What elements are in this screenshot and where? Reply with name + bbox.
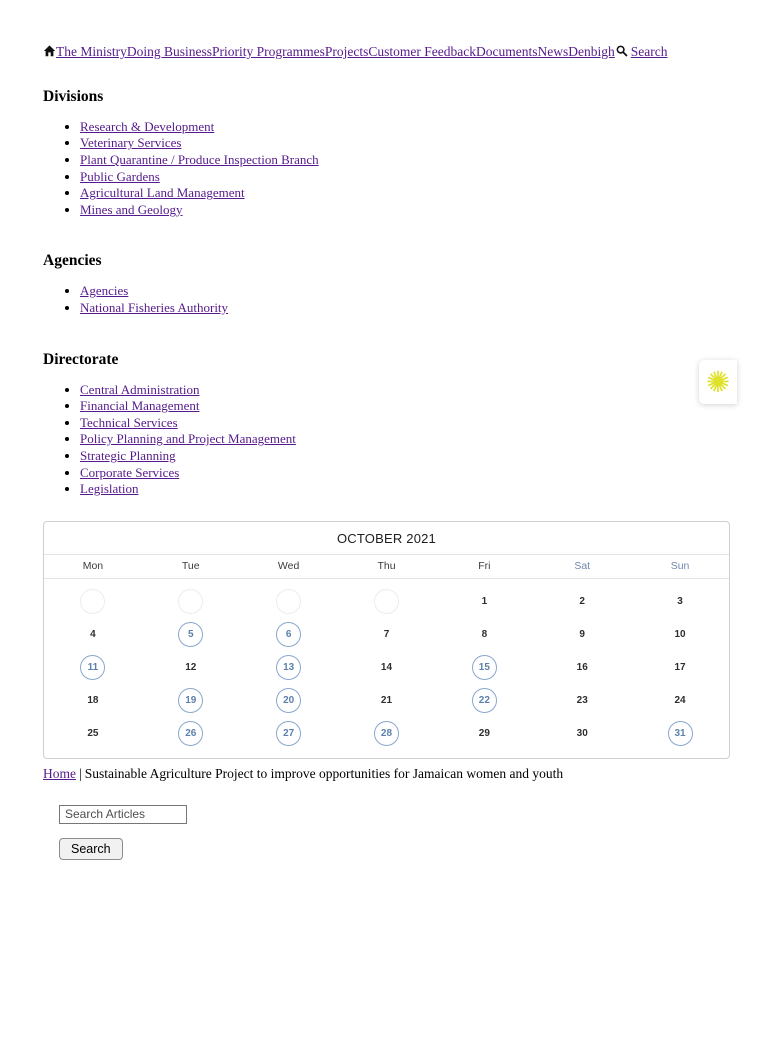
day-number: 8 (481, 628, 488, 640)
nav-link-projects[interactable]: Projects (324, 44, 369, 59)
calendar-day-31[interactable] (631, 721, 729, 746)
link-plant-quarantine-produce-inspection-branch[interactable]: Plant Quarantine / Produce Inspection Branch (80, 152, 319, 168)
day-number: 16 (576, 661, 588, 673)
empty-day-circle (276, 589, 301, 614)
nav-link-news[interactable]: News (537, 44, 569, 59)
nav-search-label: Search (630, 44, 668, 59)
link-strategic-planning[interactable]: Strategic Planning (80, 448, 176, 463)
event-day-number[interactable]: 13 (276, 655, 301, 680)
day-number: 18 (87, 694, 99, 706)
empty-day-circle (374, 589, 399, 614)
nav-link-the-ministry[interactable]: The Ministry (56, 44, 127, 59)
calendar (43, 521, 730, 759)
day-header-mon: Mon (82, 559, 104, 572)
day-number: 2 (579, 595, 585, 607)
top-nav-links (56, 44, 615, 59)
calendar-day-11[interactable] (44, 655, 142, 680)
calendar-day-2 (533, 589, 631, 614)
calendar-title: OCTOBER 2021 (44, 522, 729, 555)
event-day-number[interactable]: 27 (276, 721, 301, 746)
link-mines-and-geology[interactable]: Mines and Geology (80, 201, 183, 217)
day-number: 4 (90, 628, 96, 640)
section-list-agencies (43, 283, 730, 316)
article-search-form (59, 805, 730, 860)
top-nav (43, 44, 730, 61)
day-number: 30 (576, 727, 588, 739)
calendar-day-8 (435, 622, 533, 647)
search-input[interactable] (59, 805, 187, 824)
calendar-day-24 (631, 688, 729, 713)
calendar-day-4 (44, 622, 142, 647)
link-corporate-services[interactable]: Corporate Services (80, 464, 180, 480)
list-item (80, 300, 730, 317)
calendar-day-17 (631, 655, 729, 680)
calendar-empty-cell (240, 589, 338, 614)
calendar-day-29 (435, 721, 533, 746)
list-item (80, 415, 730, 432)
link-national-fisheries-authority[interactable]: National Fisheries Authority (80, 300, 229, 316)
event-day-number[interactable]: 28 (374, 721, 399, 746)
day-number: 17 (674, 661, 686, 673)
nav-link-priority-programmes[interactable]: Priority Programmes (212, 44, 325, 59)
link-policy-planning-and-project-management[interactable]: Policy Planning and Project Management (80, 431, 296, 447)
calendar-day-9 (533, 622, 631, 647)
event-day-number[interactable]: 31 (668, 721, 693, 746)
calendar-day-26[interactable] (142, 721, 240, 746)
event-day-number[interactable]: 26 (178, 721, 203, 746)
calendar-day-7 (338, 622, 436, 647)
calendar-day-21 (338, 688, 436, 713)
calendar-day-13[interactable] (240, 655, 338, 680)
calendar-day-12 (142, 655, 240, 680)
calendar-day-10 (631, 622, 729, 647)
day-header-sat: Sat (574, 559, 591, 572)
list-item (80, 169, 730, 186)
list-item (80, 283, 730, 300)
section-list-directorate (43, 382, 730, 498)
calendar-day-14 (338, 655, 436, 680)
day-number: 25 (87, 727, 99, 739)
nav-link-denbigh[interactable]: Denbigh (568, 44, 615, 59)
feedback-widget-tab[interactable] (699, 360, 737, 404)
link-technical-services[interactable]: Technical Services (80, 414, 178, 430)
calendar-day-20[interactable] (240, 688, 338, 713)
day-header-fri: Fri (478, 559, 491, 572)
search-button[interactable]: Search (59, 838, 123, 860)
event-day-number[interactable]: 19 (178, 688, 203, 713)
day-number: 9 (579, 628, 585, 640)
day-number: 10 (674, 628, 686, 640)
nav-link-customer-feedback[interactable]: Customer Feedback (368, 44, 476, 59)
link-research-development[interactable]: Research & Development (80, 118, 215, 134)
breadcrumb-page-title: Sustainable Agriculture Project to improve opportunities for Jamaican women and youth (84, 765, 564, 781)
list-item (80, 202, 730, 219)
list-item (80, 119, 730, 136)
search-icon (616, 45, 628, 57)
calendar-day-30 (533, 721, 631, 746)
link-agencies[interactable]: Agencies (80, 283, 129, 299)
calendar-day-16 (533, 655, 631, 680)
home-icon (43, 45, 56, 57)
calendar-day-22[interactable] (435, 688, 533, 713)
empty-day-circle (80, 589, 105, 614)
list-item (80, 431, 730, 448)
calendar-day-headers (44, 555, 729, 579)
day-number: 24 (674, 694, 686, 706)
list-item (80, 398, 730, 415)
day-number: 14 (380, 661, 393, 673)
day-number: 12 (185, 661, 197, 673)
link-sections (43, 88, 730, 498)
section-list-divisions (43, 119, 730, 219)
link-financial-management[interactable]: Financial Management (80, 398, 200, 414)
calendar-day-3 (631, 589, 729, 614)
list-item (80, 382, 730, 399)
breadcrumb (43, 766, 730, 782)
list-item (80, 185, 730, 202)
calendar-empty-cell (44, 589, 142, 614)
section-title-agencies: Agencies (43, 252, 102, 270)
calendar-day-19[interactable] (142, 688, 240, 713)
breadcrumb-home-link[interactable]: Home (43, 765, 76, 781)
nav-search-link[interactable] (615, 44, 668, 59)
link-legislation[interactable]: Legislation (80, 481, 139, 497)
list-item (80, 481, 730, 498)
event-day-number[interactable]: 5 (178, 622, 203, 647)
list-item (80, 465, 730, 482)
calendar-day-6[interactable] (240, 622, 338, 647)
breadcrumb-separator: | (79, 765, 82, 781)
calendar-day-1 (435, 589, 533, 614)
event-day-number[interactable]: 11 (80, 655, 105, 680)
list-item (80, 135, 730, 152)
link-public-gardens[interactable]: Public Gardens (80, 168, 160, 184)
link-agricultural-land-management[interactable]: Agricultural Land Management (80, 185, 245, 201)
link-veterinary-services[interactable]: Veterinary Services (80, 135, 182, 151)
calendar-day-25 (44, 721, 142, 746)
day-number: 29 (478, 727, 490, 739)
calendar-day-27[interactable] (240, 721, 338, 746)
calendar-day-5[interactable] (142, 622, 240, 647)
nav-link-documents[interactable]: Documents (476, 44, 538, 59)
day-number: 21 (380, 694, 393, 706)
calendar-day-23 (533, 688, 631, 713)
event-day-number[interactable]: 6 (276, 622, 301, 647)
calendar-empty-cell (142, 589, 240, 614)
link-central-administration[interactable]: Central Administration (80, 381, 200, 397)
section-title-directorate: Directorate (43, 350, 119, 368)
starburst-icon: ✺ (705, 364, 731, 399)
day-header-sun: Sun (670, 559, 690, 572)
section-title-divisions: Divisions (43, 87, 104, 105)
day-header-wed: Wed (277, 559, 300, 572)
day-header-thu: Thu (377, 559, 396, 572)
list-item (80, 448, 730, 465)
event-day-number[interactable]: 20 (276, 688, 301, 713)
calendar-empty-cell (338, 589, 436, 614)
empty-day-circle (178, 589, 203, 614)
nav-link-doing-business[interactable]: Doing Business (126, 44, 213, 59)
day-header-tue: Tue (181, 559, 200, 572)
day-number: 3 (677, 595, 683, 607)
day-number: 23 (576, 694, 588, 706)
home-icon-link[interactable] (43, 44, 56, 59)
calendar-day-18 (44, 688, 142, 713)
calendar-day-15[interactable] (435, 655, 533, 680)
event-day-number[interactable]: 15 (472, 655, 497, 680)
calendar-day-28[interactable] (338, 721, 436, 746)
day-number: 1 (481, 595, 488, 607)
day-number: 7 (383, 628, 390, 640)
calendar-grid (44, 579, 729, 758)
list-item (80, 152, 730, 169)
event-day-number[interactable]: 22 (472, 688, 497, 713)
